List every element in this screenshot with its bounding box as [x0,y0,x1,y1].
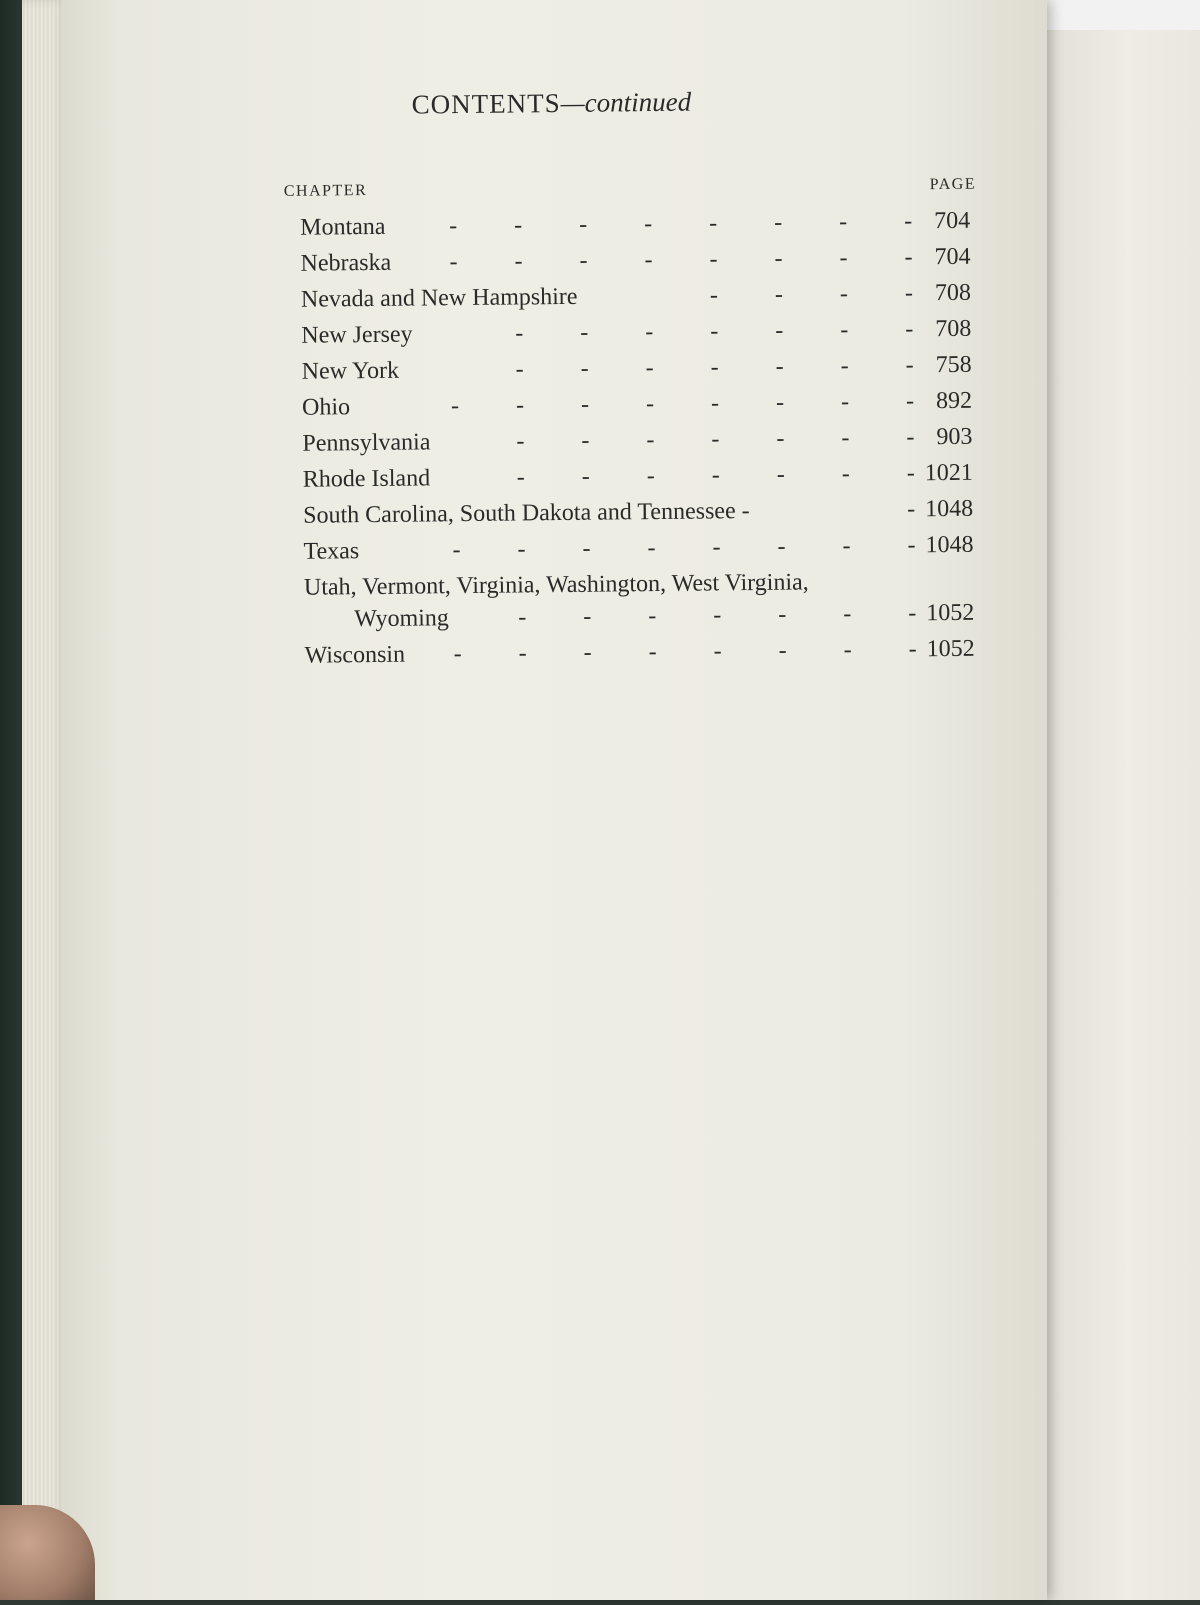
toc-entry-page-number: 704 [934,207,971,235]
toc-entry-title-continued: Wyoming [354,605,449,633]
dot-leader: - - - - - - - [518,600,917,631]
heading-continued: —continued [560,86,692,118]
toc-entry-page-number: 758 [935,351,972,379]
table-of-contents [300,203,975,674]
toc-entry-title: Nevada and New Hampshire [300,283,578,313]
toc-entry-title: Texas [303,538,360,565]
toc-entry-title: Nebraska [300,249,392,277]
toc-entry-title: New York [301,357,400,385]
dot-leader: - - - - - - - - [453,636,917,668]
dot-leader: - - - - - - - [516,424,915,455]
dot-leader: - - - - [709,280,914,309]
dot-leader: - - - - - - - [516,460,915,491]
toc-entry-title: Rhode Island [302,465,431,493]
toc-entry-title: New Jersey [301,321,413,349]
toc-entry-page-number: 1021 [924,459,973,487]
toc-entry-title: South Carolina, South Dakota and Tennessee - [303,498,750,529]
dot-leader: - [907,496,916,523]
dot-leader: - - - - - - - - [452,532,916,564]
toc-entry-page-number: 1048 [925,531,974,559]
toc-entry-page-number: 704 [934,243,971,271]
page-column-label: PAGE [929,175,977,194]
toc-entry-page-number: 1052 [926,635,975,663]
toc-entry-page-number: 1048 [925,495,974,523]
toc-entry-title: Ohio [301,394,351,421]
toc-entry-page-number: 903 [936,423,973,451]
contents-page [58,0,1060,1605]
dot-leader: - - - - - - - [515,316,914,347]
toc-entry-page-number: 1052 [926,599,975,627]
toc-entry-title: Pennsylvania [302,429,431,457]
dot-leader: - - - - - - - - [449,208,913,240]
dot-leader: - - - - - - - [515,352,914,383]
toc-entry-title: Utah, Vermont, Virginia, Washington, West Virginia, [303,569,809,601]
toc-entry-page-number: 892 [935,387,973,415]
toc-entry-title: Wisconsin [304,641,406,669]
page-heading [59,83,1044,124]
toc-entry-page-number: 708 [934,279,972,307]
heading-main: CONTENTS [411,87,561,120]
dot-leader: - - - - - - - - [449,244,913,276]
dot-leader: - - - - - - - - [450,388,915,420]
book-page [62,0,1047,1600]
toc-entry-title: Montana [300,213,386,241]
toc-entry [304,631,974,674]
toc-entry [304,563,975,638]
chapter-column-label: CHAPTER [283,182,368,200]
toc-entry-page-number: 708 [935,315,972,343]
